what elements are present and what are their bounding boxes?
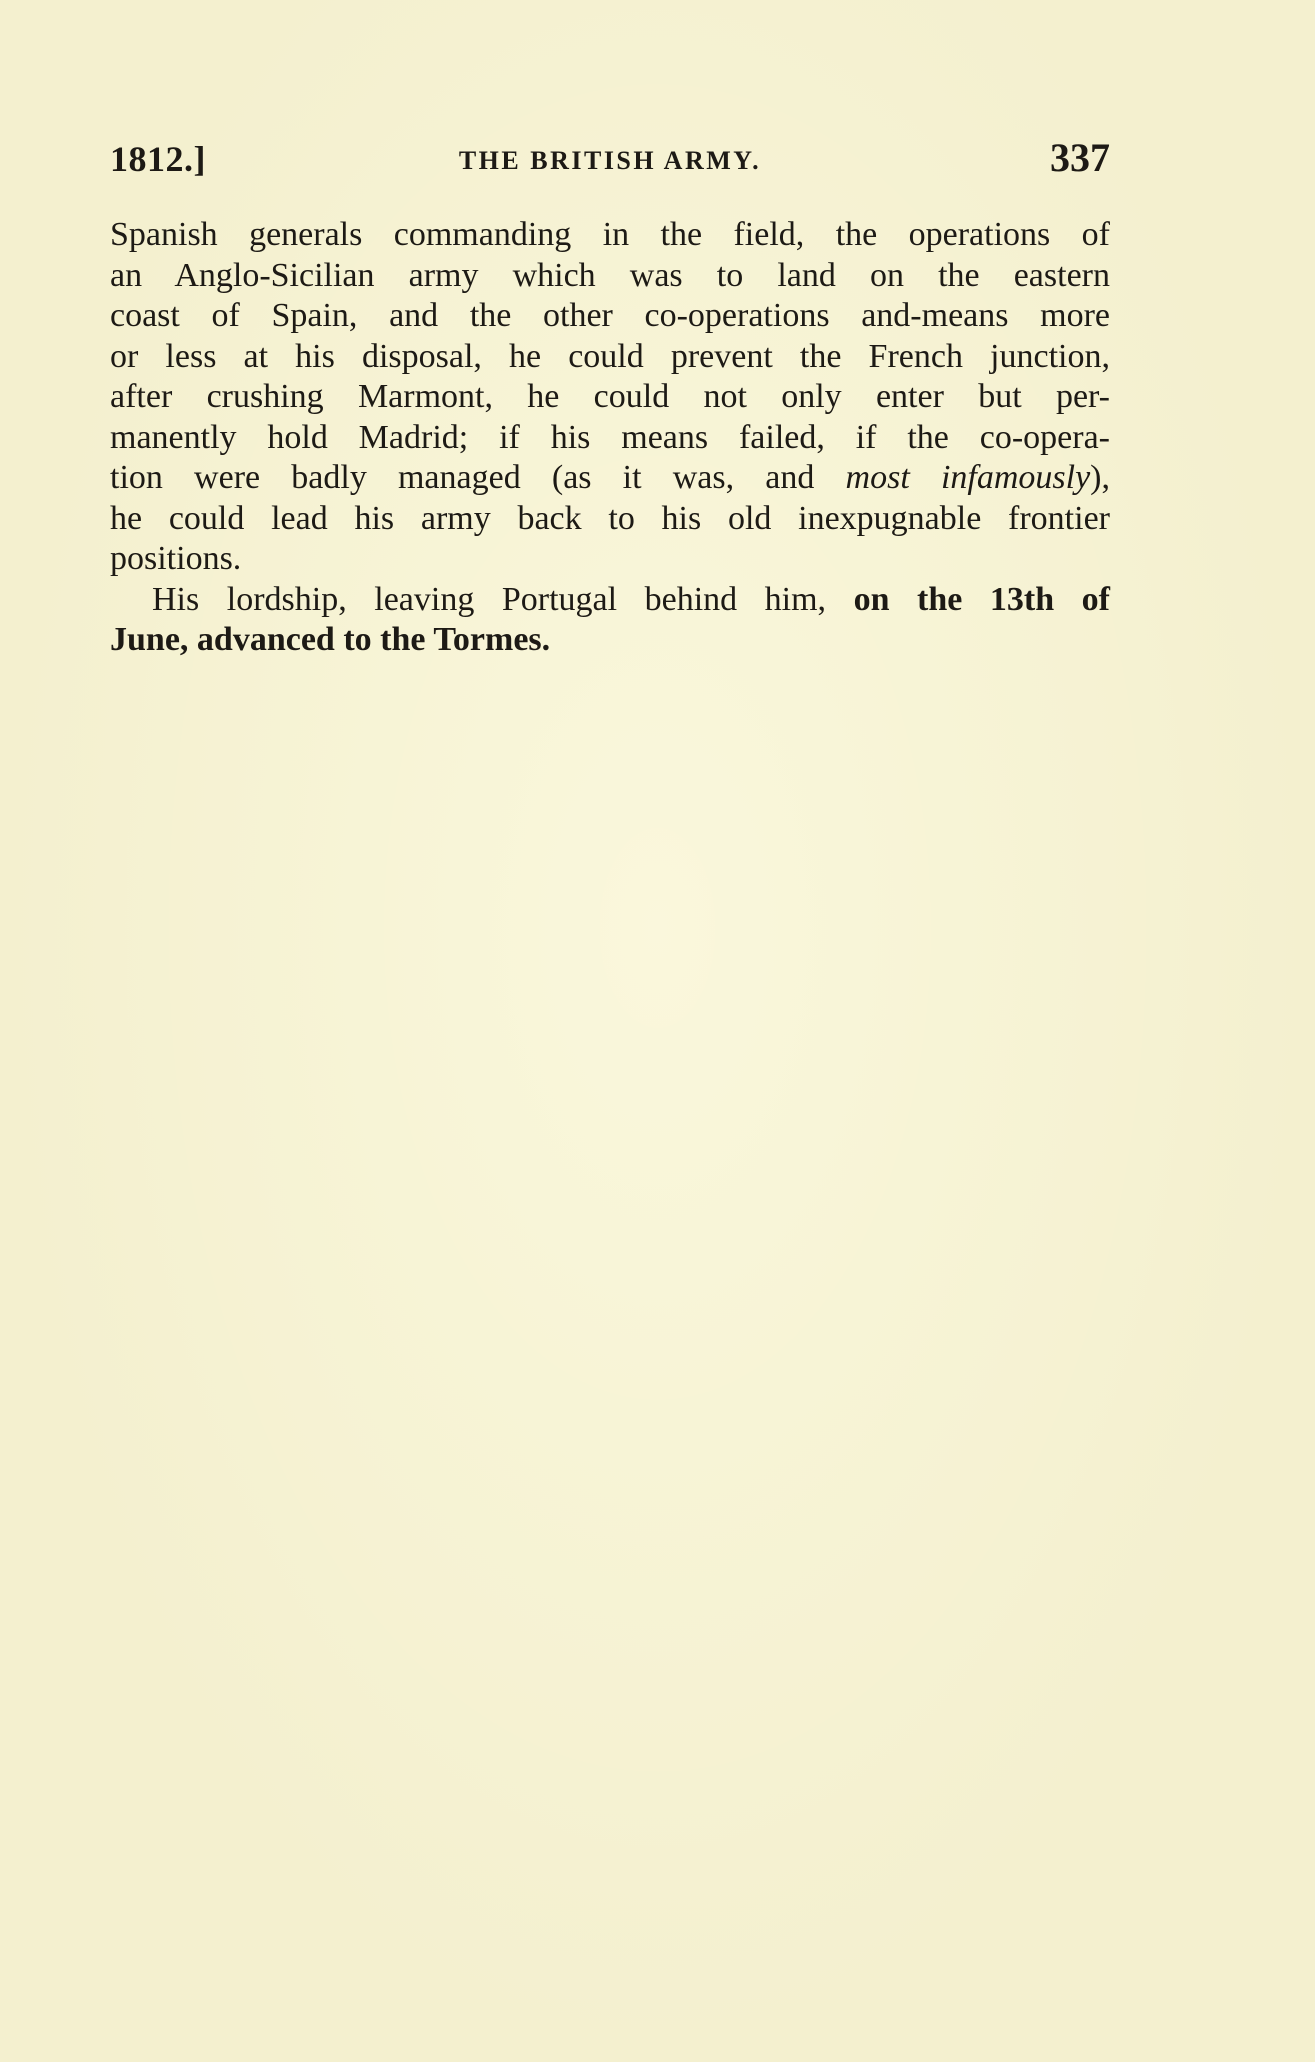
running-head bbox=[110, 135, 1110, 182]
text-line: an Anglo-Sicilian army which was to land on the eastern bbox=[110, 256, 1110, 294]
running-head-year: 1812.] bbox=[110, 139, 206, 179]
text-line: coast of Spain, and the other co-operations and-means more bbox=[110, 297, 1110, 334]
text-line: June, advanced to the Tormes. bbox=[110, 621, 551, 658]
page-number: 337 bbox=[1050, 135, 1110, 180]
text-line bbox=[110, 580, 1110, 621]
text-segment: tion were badly managed (as it was, and bbox=[110, 459, 846, 496]
text-line: or less at his disposal, he could prevent the French junction, bbox=[110, 337, 1110, 375]
text-segment: His lordship, leaving Portugal behind him, bbox=[152, 580, 854, 618]
text-line: manently hold Madrid; if his means failed, if the co-opera- bbox=[110, 418, 1110, 456]
text-line: Spanish generals commanding in the field, the operations of bbox=[110, 216, 1110, 253]
italic-phrase: most infamously bbox=[845, 459, 1091, 496]
text-line bbox=[110, 458, 1110, 499]
text-line: after crushing Marmont, he could not only enter but per- bbox=[110, 378, 1110, 415]
text-line: positions. bbox=[110, 540, 242, 577]
bold-phrase: on the 13th of bbox=[853, 580, 1110, 618]
running-head-title: THE BRITISH ARMY. bbox=[458, 146, 762, 175]
text-segment: ), bbox=[1090, 459, 1110, 496]
body-text bbox=[110, 215, 1110, 661]
text-line: he could lead his army back to his old inexpugnable frontier bbox=[110, 499, 1110, 537]
